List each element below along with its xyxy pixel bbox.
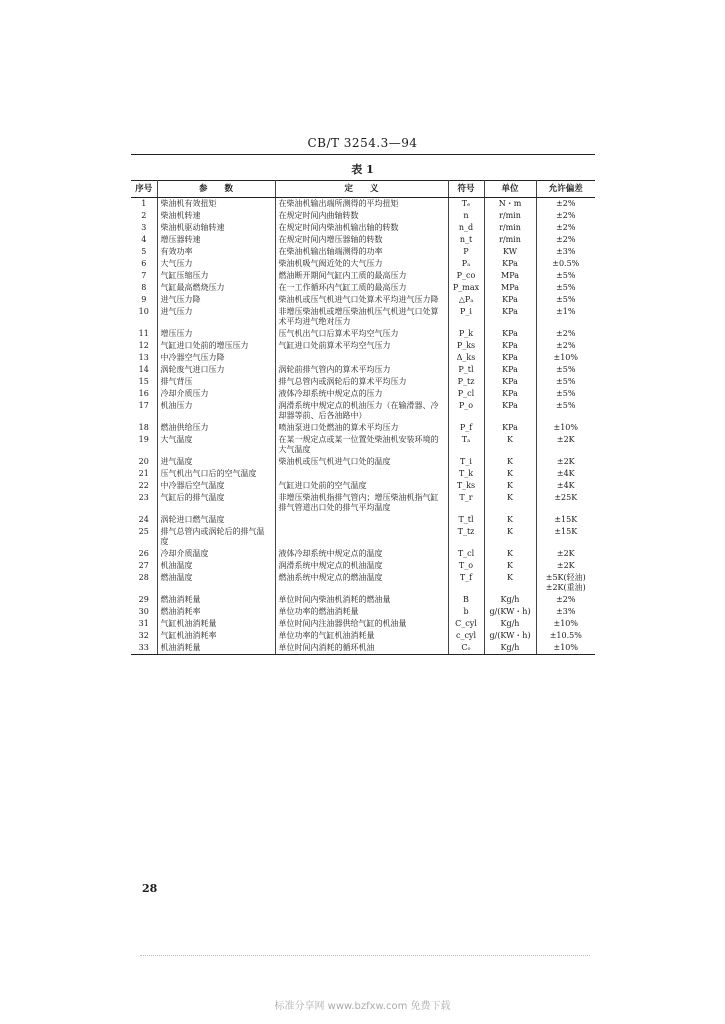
cell-unit: KPa: [484, 328, 536, 340]
cell-no: 22: [131, 480, 157, 492]
cell-parameter: 有效功率: [157, 246, 275, 258]
cell-no: 26: [131, 548, 157, 560]
page-number: 28: [142, 882, 158, 895]
cell-parameter: 中冷器后空气温度: [157, 480, 275, 492]
cell-definition: 液体冷却系统中规定点的压力: [275, 388, 448, 400]
table-title: 表 1: [351, 163, 374, 176]
cell-definition: [275, 352, 448, 364]
cell-unit: K: [484, 492, 536, 514]
cell-no: 20: [131, 456, 157, 468]
cell-tolerance: ±5%: [536, 400, 595, 422]
table-header-row: [131, 181, 595, 198]
cell-tolerance: ±5%: [536, 388, 595, 400]
cell-unit: g/(KW・h): [484, 630, 536, 642]
cell-unit: KPa: [484, 306, 536, 328]
cell-parameter: 进气压力: [157, 306, 275, 328]
cell-unit: Kg/h: [484, 642, 536, 655]
cell-no: 10: [131, 306, 157, 328]
cell-tolerance: ±5%: [536, 270, 595, 282]
cell-unit: KW: [484, 246, 536, 258]
cell-parameter: 大气温度: [157, 434, 275, 456]
cell-unit: g/(KW・h): [484, 606, 536, 618]
cell-parameter: 机油温度: [157, 560, 275, 572]
cell-symbol: n: [448, 210, 484, 222]
table-row: [131, 340, 595, 352]
cell-parameter: 机油消耗量: [157, 642, 275, 655]
cell-symbol: P_f: [448, 422, 484, 434]
table-row: [131, 282, 595, 294]
cell-definition: 单位时间内注油器供给气缸的机油量: [275, 618, 448, 630]
cell-parameter: 涡轮进口燃气温度: [157, 514, 275, 526]
cell-no: 7: [131, 270, 157, 282]
table-row: [131, 618, 595, 630]
cell-unit: Kg/h: [484, 618, 536, 630]
cell-no: 12: [131, 340, 157, 352]
cell-definition: 涡轮前排气管内的算术平均压力: [275, 364, 448, 376]
cell-tolerance: ±10%: [536, 642, 595, 655]
cell-no: 13: [131, 352, 157, 364]
cell-unit: K: [484, 548, 536, 560]
cell-parameter: 柴油机驱动轴转速: [157, 222, 275, 234]
table-row: [131, 456, 595, 468]
cell-tolerance: ±4K: [536, 468, 595, 480]
cell-symbol: T_o: [448, 560, 484, 572]
cell-tolerance: ±2%: [536, 328, 595, 340]
table-row: [131, 294, 595, 306]
cell-unit: KPa: [484, 400, 536, 422]
cell-tolerance: ±2%: [536, 222, 595, 234]
cell-tolerance: ±10.5%: [536, 630, 595, 642]
cell-parameter: 冷却介质压力: [157, 388, 275, 400]
cell-symbol: c_cyl: [448, 630, 484, 642]
cell-definition: [275, 514, 448, 526]
cell-no: 3: [131, 222, 157, 234]
cell-definition: 非增压柴油机指排气管内；增压柴油机指气缸排气管道出口处的排气平均温度: [275, 492, 448, 514]
cell-no: 15: [131, 376, 157, 388]
cell-definition: 单位功率的气缸机油消耗量: [275, 630, 448, 642]
cell-no: 5: [131, 246, 157, 258]
cell-parameter: 气缸后的排气温度: [157, 492, 275, 514]
cell-tolerance: ±5%: [536, 376, 595, 388]
cell-tolerance: ±2K: [536, 434, 595, 456]
cell-definition: 气缸进口处前算术平均空气压力: [275, 340, 448, 352]
cell-no: 1: [131, 198, 157, 211]
cell-definition: [275, 526, 448, 548]
table-row: [131, 514, 595, 526]
cell-parameter: 涡轮废气进口压力: [157, 364, 275, 376]
cell-unit: KPa: [484, 352, 536, 364]
table-row: [131, 630, 595, 642]
cell-parameter: 大气压力: [157, 258, 275, 270]
table-row: [131, 480, 595, 492]
cell-definition: 燃油系统中规定点的燃油温度: [275, 572, 448, 594]
table-row: [131, 328, 595, 340]
cell-unit: K: [484, 480, 536, 492]
cell-parameter: 气缸机油消耗率: [157, 630, 275, 642]
cell-unit: K: [484, 468, 536, 480]
cell-parameter: 排气背压: [157, 376, 275, 388]
cell-no: 25: [131, 526, 157, 548]
cell-tolerance: ±1%: [536, 306, 595, 328]
table-row: [131, 526, 595, 548]
table-row: [131, 376, 595, 388]
cell-symbol: T_f: [448, 572, 484, 594]
table-row: [131, 434, 595, 456]
cell-unit: KPa: [484, 294, 536, 306]
cell-parameter: 柴油机有效扭矩: [157, 198, 275, 211]
cell-symbol: C_cyl: [448, 618, 484, 630]
watermark: 标准分享网 www.bzfxw.com 免费下载: [274, 1001, 451, 1012]
parameter-table: [131, 180, 595, 655]
cell-parameter: 机油压力: [157, 400, 275, 422]
cell-definition: 液体冷却系统中规定点的温度: [275, 548, 448, 560]
cell-unit: K: [484, 560, 536, 572]
cell-symbol: T_tl: [448, 514, 484, 526]
cell-symbol: T_k: [448, 468, 484, 480]
standard-code: CB/T 3254.3—94: [307, 136, 418, 150]
column-header-tolerance: 允许偏差: [536, 181, 595, 198]
cell-tolerance: ±10%: [536, 352, 595, 364]
cell-no: 9: [131, 294, 157, 306]
table-row: [131, 198, 595, 211]
cell-parameter: 排气总管内或涡轮后的排气温度: [157, 526, 275, 548]
cell-parameter: 压气机出气口后的空气温度: [157, 468, 275, 480]
cell-parameter: 燃油供给压力: [157, 422, 275, 434]
cell-symbol: B: [448, 594, 484, 606]
cell-symbol: n_d: [448, 222, 484, 234]
table-row: [131, 606, 595, 618]
cell-no: 17: [131, 400, 157, 422]
cell-symbol: P_i: [448, 306, 484, 328]
cell-unit: K: [484, 572, 536, 594]
table-row: [131, 594, 595, 606]
cell-unit: Kg/h: [484, 594, 536, 606]
cell-symbol: Cₒ: [448, 642, 484, 655]
cell-unit: r/min: [484, 210, 536, 222]
cell-no: 8: [131, 282, 157, 294]
cell-parameter: 进气温度: [157, 456, 275, 468]
table-row: [131, 560, 595, 572]
cell-no: 6: [131, 258, 157, 270]
cell-parameter: 柴油机转速: [157, 210, 275, 222]
cell-parameter: 中冷器空气压力降: [157, 352, 275, 364]
column-header-no: 序号: [131, 181, 157, 198]
cell-definition: 在某一规定点或某一位置处柴油机安装环境的大气温度: [275, 434, 448, 456]
cell-definition: 在一工作循环内气缸工质的最高压力: [275, 282, 448, 294]
cell-unit: r/min: [484, 234, 536, 246]
cell-tolerance: ±0.5%: [536, 258, 595, 270]
table-row: [131, 492, 595, 514]
cell-definition: 单位时间内消耗的循环机油: [275, 642, 448, 655]
cell-unit: MPa: [484, 270, 536, 282]
cell-tolerance: ±25K: [536, 492, 595, 514]
table-row: [131, 210, 595, 222]
cell-no: 4: [131, 234, 157, 246]
cell-parameter: 进气压力降: [157, 294, 275, 306]
cell-tolerance: ±2K: [536, 456, 595, 468]
cell-parameter: 燃油消耗率: [157, 606, 275, 618]
cell-no: 29: [131, 594, 157, 606]
cell-symbol: T_cl: [448, 548, 484, 560]
cell-definition: 气缸进口处前的空气温度: [275, 480, 448, 492]
cell-symbol: P_ks: [448, 340, 484, 352]
cell-unit: KPa: [484, 376, 536, 388]
cell-symbol: P_cl: [448, 388, 484, 400]
cell-symbol: P_tz: [448, 376, 484, 388]
cell-symbol: P: [448, 246, 484, 258]
cell-definition: 非增压柴油机或增压柴油机压气机进气口处算术平均进气绝对压力: [275, 306, 448, 328]
cell-tolerance: ±2%: [536, 198, 595, 211]
cell-parameter: 增压压力: [157, 328, 275, 340]
cell-tolerance: ±3%: [536, 246, 595, 258]
header-rule: [131, 154, 595, 155]
cell-tolerance: ±2K: [536, 560, 595, 572]
cell-no: 32: [131, 630, 157, 642]
column-header-definition: 定 义: [275, 181, 448, 198]
cell-symbol: T_tz: [448, 526, 484, 548]
cell-tolerance: ±3%: [536, 606, 595, 618]
cell-definition: 柴油机或压气机进气口处的温度: [275, 456, 448, 468]
cell-definition: 在柴油机输出端所测得的平均扭矩: [275, 198, 448, 211]
cell-symbol: b: [448, 606, 484, 618]
cell-definition: 润滑系统中规定点的机油压力（在输滑器、冷却器等前、后各油路中）: [275, 400, 448, 422]
cell-symbol: P_o: [448, 400, 484, 422]
cell-no: 30: [131, 606, 157, 618]
cell-symbol: T_ks: [448, 480, 484, 492]
cell-no: 16: [131, 388, 157, 400]
cell-parameter: 气缸压缩压力: [157, 270, 275, 282]
cell-tolerance: ±15K: [536, 526, 595, 548]
cell-symbol: Tₑ: [448, 198, 484, 211]
table-row: [131, 642, 595, 655]
cell-definition: 在规定时间内增压器轴的转数: [275, 234, 448, 246]
cell-unit: KPa: [484, 388, 536, 400]
table-row: [131, 258, 595, 270]
cell-definition: 喷油泵进口处燃油的算术平均压力: [275, 422, 448, 434]
cell-definition: 压气机出气口后算术平均空气压力: [275, 328, 448, 340]
cell-symbol: P_max: [448, 282, 484, 294]
cell-unit: N・m: [484, 198, 536, 211]
table-row: [131, 222, 595, 234]
cell-unit: K: [484, 526, 536, 548]
cell-tolerance: ±4K: [536, 480, 595, 492]
cell-definition: [275, 468, 448, 480]
column-header-symbol: 符号: [448, 181, 484, 198]
cell-definition: 润滑系统中规定点的机油温度: [275, 560, 448, 572]
cell-symbol: n_t: [448, 234, 484, 246]
cell-symbol: T_r: [448, 492, 484, 514]
cell-definition: 单位时间内柴油机消耗的燃油量: [275, 594, 448, 606]
cell-no: 28: [131, 572, 157, 594]
table-row: [131, 234, 595, 246]
cell-definition: 单位功率的燃油消耗量: [275, 606, 448, 618]
table-row: [131, 246, 595, 258]
cell-no: 19: [131, 434, 157, 456]
cell-tolerance: ±10%: [536, 618, 595, 630]
cell-unit: KPa: [484, 258, 536, 270]
cell-definition: 在柴油机输出轴端测得的功率: [275, 246, 448, 258]
cell-unit: KPa: [484, 340, 536, 352]
cell-definition: 在规定时间内曲轴转数: [275, 210, 448, 222]
cell-symbol: Δ_ks: [448, 352, 484, 364]
cell-tolerance: ±10%: [536, 422, 595, 434]
cell-unit: KPa: [484, 422, 536, 434]
cell-tolerance: ±2%: [536, 594, 595, 606]
cell-tolerance: ±2%: [536, 234, 595, 246]
cell-symbol: P_k: [448, 328, 484, 340]
table-row: [131, 548, 595, 560]
cell-no: 31: [131, 618, 157, 630]
column-header-parameter: 参 数: [157, 181, 275, 198]
footer-rule: [140, 955, 590, 956]
cell-unit: K: [484, 456, 536, 468]
cell-parameter: 气缸进口处前的增压压力: [157, 340, 275, 352]
cell-no: 33: [131, 642, 157, 655]
table-row: [131, 306, 595, 328]
cell-unit: KPa: [484, 364, 536, 376]
cell-parameter: 气缸机油消耗量: [157, 618, 275, 630]
cell-unit: MPa: [484, 282, 536, 294]
cell-unit: K: [484, 434, 536, 456]
table-row: [131, 468, 595, 480]
column-header-unit: 单位: [484, 181, 536, 198]
cell-parameter: 冷却介质温度: [157, 548, 275, 560]
cell-tolerance: ±5K(轻油) ±2K(重油): [536, 572, 595, 594]
cell-no: 18: [131, 422, 157, 434]
cell-no: 27: [131, 560, 157, 572]
cell-no: 23: [131, 492, 157, 514]
cell-definition: 燃油断开期间气缸内工质的最高压力: [275, 270, 448, 282]
table-row: [131, 572, 595, 594]
cell-symbol: △Pₐ: [448, 294, 484, 306]
cell-tolerance: ±5%: [536, 294, 595, 306]
table-row: [131, 422, 595, 434]
cell-parameter: 气缸最高燃烧压力: [157, 282, 275, 294]
table-row: [131, 400, 595, 422]
cell-symbol: P_co: [448, 270, 484, 282]
cell-tolerance: ±5%: [536, 282, 595, 294]
cell-no: 2: [131, 210, 157, 222]
cell-symbol: P_tl: [448, 364, 484, 376]
cell-unit: K: [484, 514, 536, 526]
table-row: [131, 388, 595, 400]
cell-tolerance: ±2%: [536, 210, 595, 222]
cell-tolerance: ±5%: [536, 364, 595, 376]
table-row: [131, 270, 595, 282]
cell-no: 21: [131, 468, 157, 480]
cell-symbol: Pₐ: [448, 258, 484, 270]
cell-parameter: 增压器转速: [157, 234, 275, 246]
cell-parameter: 燃油消耗量: [157, 594, 275, 606]
cell-parameter: 燃油温度: [157, 572, 275, 594]
cell-tolerance: ±2%: [536, 340, 595, 352]
cell-no: 24: [131, 514, 157, 526]
cell-symbol: Tₐ: [448, 434, 484, 456]
cell-no: 14: [131, 364, 157, 376]
cell-tolerance: ±2K: [536, 548, 595, 560]
cell-definition: 在规定时间内柴油机输出轴的转数: [275, 222, 448, 234]
table-row: [131, 364, 595, 376]
cell-unit: r/min: [484, 222, 536, 234]
cell-symbol: T_i: [448, 456, 484, 468]
cell-tolerance: ±15K: [536, 514, 595, 526]
cell-no: 11: [131, 328, 157, 340]
table-row: [131, 352, 595, 364]
cell-definition: 柴油机或压气机进气口处算术平均进气压力降: [275, 294, 448, 306]
cell-definition: 柴油机吸气阀近处的大气压力: [275, 258, 448, 270]
cell-definition: 排气总管内或涡轮后的算术平均压力: [275, 376, 448, 388]
